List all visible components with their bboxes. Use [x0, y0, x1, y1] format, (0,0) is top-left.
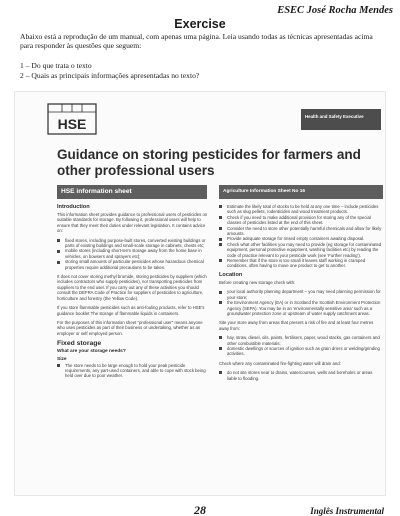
storage-needs-question: What are your storage needs?: [57, 348, 126, 354]
list-item: hay, straw, diesel, oils, paints, fertilisers, paper, wood stacks, gas containers and other combustible materials;: [219, 335, 383, 346]
info-sheet-band: HSE information sheet: [57, 185, 207, 199]
size-label: Size: [57, 356, 67, 362]
list-item: Estimate the likely total of stocks to be held at any one time – include pesticides such as slug pellets, rodenticides and wood treatment products.: [219, 204, 383, 215]
list-item: Provide adequate storage for rinsed empty containers awaiting disposal.: [219, 236, 383, 241]
introduction-heading: Introduction: [57, 204, 90, 210]
list-item: storing small amounts of particular pesticides whose hazardous chemical properties require additional precautions to be taken.: [57, 259, 209, 270]
list-item: Check if you need to make additional provision for storing any of the special classes of pesticides listed at the end of this sheet.: [219, 215, 383, 226]
hse-logo-graphic: [47, 103, 97, 135]
water-text: Check where any contaminated fire-fighting water will drain and:: [219, 360, 341, 366]
course-name: Inglês Instrumental: [310, 506, 384, 516]
list-item: the Environment Agency (EA) or in Scotland the Scottish Environment Protection Agency (SEPA). You may be in an 'environmentally sensitive area' such as a groundwater protection zone or upstream of water supply catchment areas.: [219, 300, 383, 316]
body-paragraph: For the purposes of this information sheet "professional user" means anyone who uses pesticides as part of their business or undertaking, whether as an employer or self employed person.: [57, 319, 203, 336]
right-column: [219, 204, 383, 381]
list-item: Check what other facilities you may need to provide (eg storage for contaminated equipment, personal protective equipment, washing facilities etc) by reading the code of practice relevant to your pesticide work (see 'Further reading').: [219, 242, 383, 258]
left-column: [57, 204, 209, 379]
list-item: Remember that if the store is too small it leaves staff working in cramped conditions, often having to move one product to get to another.: [219, 258, 383, 269]
question-2: 2 – Quais as principais informações apresentadas no texto?: [20, 71, 200, 80]
list-item: domestic dwellings or sources of ignition such as grain driers or welding/grinding activities.: [219, 346, 383, 357]
school-name: ESEC José Rocha Mendes: [277, 5, 393, 16]
list-item: your local authority planning department – you may need planning permission for your store;: [219, 289, 383, 300]
list-item: mobile stores (including short-term storage away from the home base in vehicles, on bowsers and sprayers etc);: [57, 248, 209, 259]
body-paragraph: It does not cover storing methyl bromide, storing pesticides by suppliers (which includes contractors who supply pesticides), nor transporting pesticides from suppliers to the end user. If you carry out any of these activities you should consult the DEFRA Code of Practice for suppliers of pesticides to agriculture, horticulture and forestry (the Yellow Code).: [57, 274, 207, 301]
hse-logo-text: HSE: [57, 116, 87, 132]
page-number: 28: [194, 503, 206, 516]
site-text: Site your store away from areas that present a risk of fire and at least four metres away from:: [219, 320, 374, 331]
location-heading: Location: [219, 271, 243, 278]
question-1: 1 – Do que trata o texto: [20, 61, 92, 70]
list-item: Consider the need to store other potentially harmful chemicals and allow for likely amounts.: [219, 226, 383, 237]
scanned-leaflet: [14, 91, 386, 496]
list-item: do not site stores near to drains, watercourses, wells and boreholes or areas liable to flooding.: [219, 370, 383, 381]
sheet-number-band: Agriculture Information Sheet No 16: [219, 185, 383, 199]
fixed-storage-heading: Fixed storage: [57, 340, 102, 348]
exercise-title: Exercise: [174, 17, 226, 31]
body-paragraph: If you store flammable pesticides such as anti-fouling products, refer to HSE's guidance booklet The storage of flammable liquids in containers.: [57, 305, 205, 316]
list-item: fixed stores, including purpose-built stores, converted existing buildings or parts of existing buildings and small-scale storage in cabinets, chests etc;: [57, 238, 209, 249]
introduction-text: This information sheet provides guidance to professional users of pesticides on suitable standards for storage. By following it, professional users will help to ensure that they meet their duties under relevant legislation. It contains advice on:: [57, 212, 208, 234]
exercise-instructions: Abaixo está a reprodução de um manual, com apenas uma página. Leia usando todas as técnicas apresentadas acima para responder às questões que seguem:: [20, 32, 373, 51]
document-title: Guidance on storing pesticides for farmers and other professional users: [57, 147, 361, 178]
hse-logo: [47, 103, 97, 135]
location-text: Before creating new storage check with:: [219, 279, 296, 285]
agency-label: Health and Safety Executive: [301, 109, 381, 130]
list-item: The store needs to be large enough to hold your peak pesticide requirements, any part-used containers, and able to cope with stock being held over due to poor weather.: [57, 363, 209, 379]
